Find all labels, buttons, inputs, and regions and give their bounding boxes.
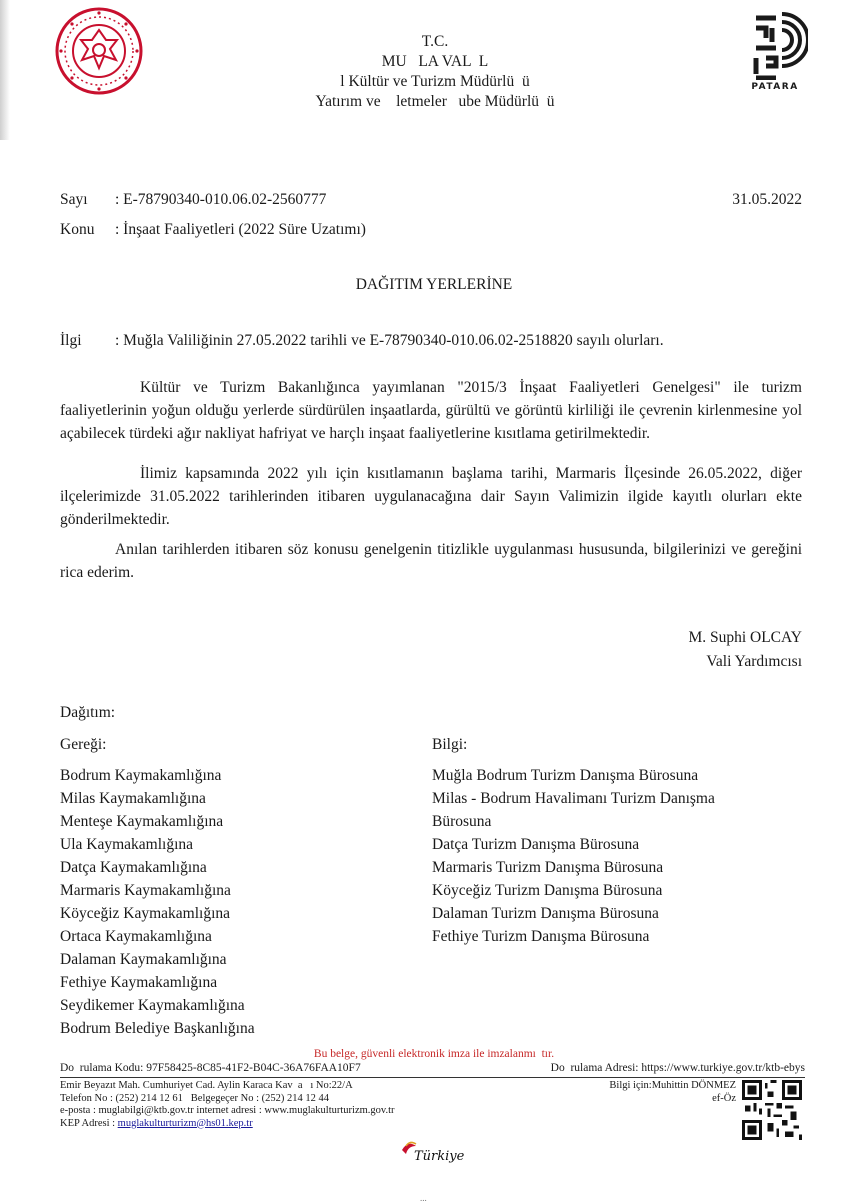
list-item: Bodrum Kaymakamlığına bbox=[60, 767, 222, 784]
page-marker: ... bbox=[420, 1193, 427, 1203]
list-item: Seydikemer Kaymakamlığına bbox=[60, 997, 245, 1014]
gereği-list bbox=[60, 733, 255, 1040]
letterhead-line-3: l Kültür ve Turizm Müdürlü ü bbox=[340, 73, 530, 90]
konu-row bbox=[60, 221, 366, 239]
verification-code: Do rulama Kodu: 97F58425-8C85-41F2-B04C-36A76FAA10F7 bbox=[60, 1062, 361, 1074]
e-signature-note: Bu belge, güvenli elektronik imza ile imzalanmı tır. bbox=[313, 1048, 555, 1060]
qr-code-icon bbox=[742, 1080, 802, 1140]
turkiye-logo-text: Türkiye bbox=[414, 1149, 465, 1164]
list-item: Ortaca Kaymakamlığına bbox=[60, 928, 212, 945]
list-item: Milas - Bodrum Havalimanı Turizm Danışma Bürosuna bbox=[432, 790, 715, 830]
signature-block bbox=[688, 626, 802, 674]
list-item: Menteşe Kaymakamlığına bbox=[60, 813, 224, 830]
document-date: 31.05.2022 bbox=[732, 191, 802, 208]
body-paragraph: İlimiz kapsamında 2022 yılı için kısıtlamanın başlama tarihi, Marmaris İlçesinde 26.05.2022, diğer ilçelerimizde 31.05.2022 tarihlerinden itibaren uygulanacağına dair Sayın Valimizin ilgide kayıtlı olurları ekte gönderilmektedir. bbox=[60, 465, 802, 528]
bilgi-label: Bilgi: bbox=[432, 736, 468, 753]
email-line: e-posta : muglabilgi@ktb.gov.tr internet adresi : www.muglakulturturizm.gov.tr bbox=[60, 1105, 395, 1116]
kep-link[interactable]: muglakulturturizm@hs01.kep.tr bbox=[117, 1117, 253, 1129]
ilgi-text: : Muğla Valiliğinin 27.05.2022 tarihli ve E-78790340-010.06.02-2518820 sayılı olurları. bbox=[115, 332, 664, 349]
gereği-label: Gereği: bbox=[60, 736, 107, 753]
list-item: Datça Kaymakamlığına bbox=[60, 859, 207, 876]
list-item: Marmaris Kaymakamlığına bbox=[60, 882, 231, 899]
phone-line: Telefon No : (252) 214 12 61 Belgegeçer No : (252) 214 12 44 bbox=[60, 1092, 329, 1104]
address-line: Emir Beyazıt Mah. Cumhuriyet Cad. Aylin Karaca Kav a ı No:22/A bbox=[60, 1080, 353, 1091]
signer-name: M. Suphi OLCAY bbox=[688, 629, 802, 646]
verification-line bbox=[60, 1062, 805, 1074]
letterhead bbox=[245, 32, 625, 112]
body-paragraph: Anılan tarihlerden itibaren söz konusu genelgenin titizlikle uygulanması hususunda, bilgilerinizi ve gereğini rica ederim. bbox=[60, 541, 802, 581]
scan-edge-shadow bbox=[0, 0, 10, 140]
list-item: Köyceğiz Kaymakamlığına bbox=[60, 905, 231, 922]
sayi-value: : E-78790340-010.06.02-2560777 bbox=[115, 191, 327, 208]
list-item: Dalaman Turizm Danışma Bürosuna bbox=[432, 905, 659, 922]
letterhead-line-2: MU LA VAL L bbox=[381, 53, 489, 70]
list-item: Dalaman Kaymakamlığına bbox=[60, 951, 227, 968]
konu-value: : İnşaat Faaliyetleri (2022 Süre Uzatımı) bbox=[115, 221, 366, 238]
bilgi-list bbox=[432, 733, 792, 948]
kep-line bbox=[60, 1118, 395, 1131]
kep-label: KEP Adresi : bbox=[60, 1117, 118, 1129]
turkiye-logo-icon bbox=[396, 1136, 466, 1166]
list-item: Bodrum Belediye Başkanlığına bbox=[60, 1020, 255, 1037]
sayi-label: Sayı bbox=[60, 191, 88, 208]
list-item: Köyceğiz Turizm Danışma Bürosuna bbox=[432, 882, 663, 899]
signer-title: Vali Yardımcısı bbox=[706, 653, 802, 670]
patara-logo-icon bbox=[742, 12, 808, 80]
distribution-label: Dağıtım: bbox=[60, 704, 116, 721]
ilgi-row bbox=[60, 332, 664, 350]
konu-label: Konu bbox=[60, 221, 95, 238]
body-paragraph: Kültür ve Turizm Bakanlığınca yayımlanan "2015/3 İnşaat Faaliyetleri Genelgesi" ile turizm faaliyetlerinin yoğun olduğu yerlerde sürdürülen inşaatlarda, gürültü ve görüntü kirliliği ile çevrenin kirlenmesine yol açabilecek türdeki ağır nakliyat hafriyat ve harçlı inşaat faaliyetlerine kısıtlama getirilmektedir. bbox=[60, 379, 802, 442]
letterhead-line-4: Yatırım ve letmeler ube Müdürlü ü bbox=[315, 93, 555, 110]
list-item: Muğla Bodrum Turizm Danışma Bürosuna bbox=[432, 767, 699, 784]
footer-divider bbox=[60, 1077, 805, 1078]
ilgi-label: İlgi bbox=[60, 332, 82, 349]
ministry-seal-icon bbox=[54, 6, 144, 96]
info-initials: ef-Öz bbox=[712, 1092, 736, 1104]
patara-label: PATARA bbox=[751, 82, 799, 92]
info-contact: Bilgi için:Muhittin DÖNMEZ bbox=[609, 1080, 736, 1091]
patara-logo bbox=[742, 12, 808, 94]
distribution-heading: DAĞITIM YERLERİNE bbox=[355, 276, 513, 293]
list-item: Datça Turizm Danışma Bürosuna bbox=[432, 836, 640, 853]
list-item: Fethiye Turizm Danışma Bürosuna bbox=[432, 928, 650, 945]
sayi-row bbox=[60, 191, 326, 209]
contact-block bbox=[60, 1080, 395, 1130]
list-item: Fethiye Kaymakamlığına bbox=[60, 974, 218, 991]
list-item: Marmaris Turizm Danışma Bürosuna bbox=[432, 859, 664, 876]
info-contact-block bbox=[609, 1080, 736, 1105]
letterhead-line-1: T.C. bbox=[421, 33, 449, 50]
list-item: Milas Kaymakamlığına bbox=[60, 790, 206, 807]
verification-address: Do rulama Adresi: https://www.turkiye.gov.tr/ktb-ebys bbox=[550, 1062, 805, 1074]
list-item: Ula Kaymakamlığına bbox=[60, 836, 193, 853]
